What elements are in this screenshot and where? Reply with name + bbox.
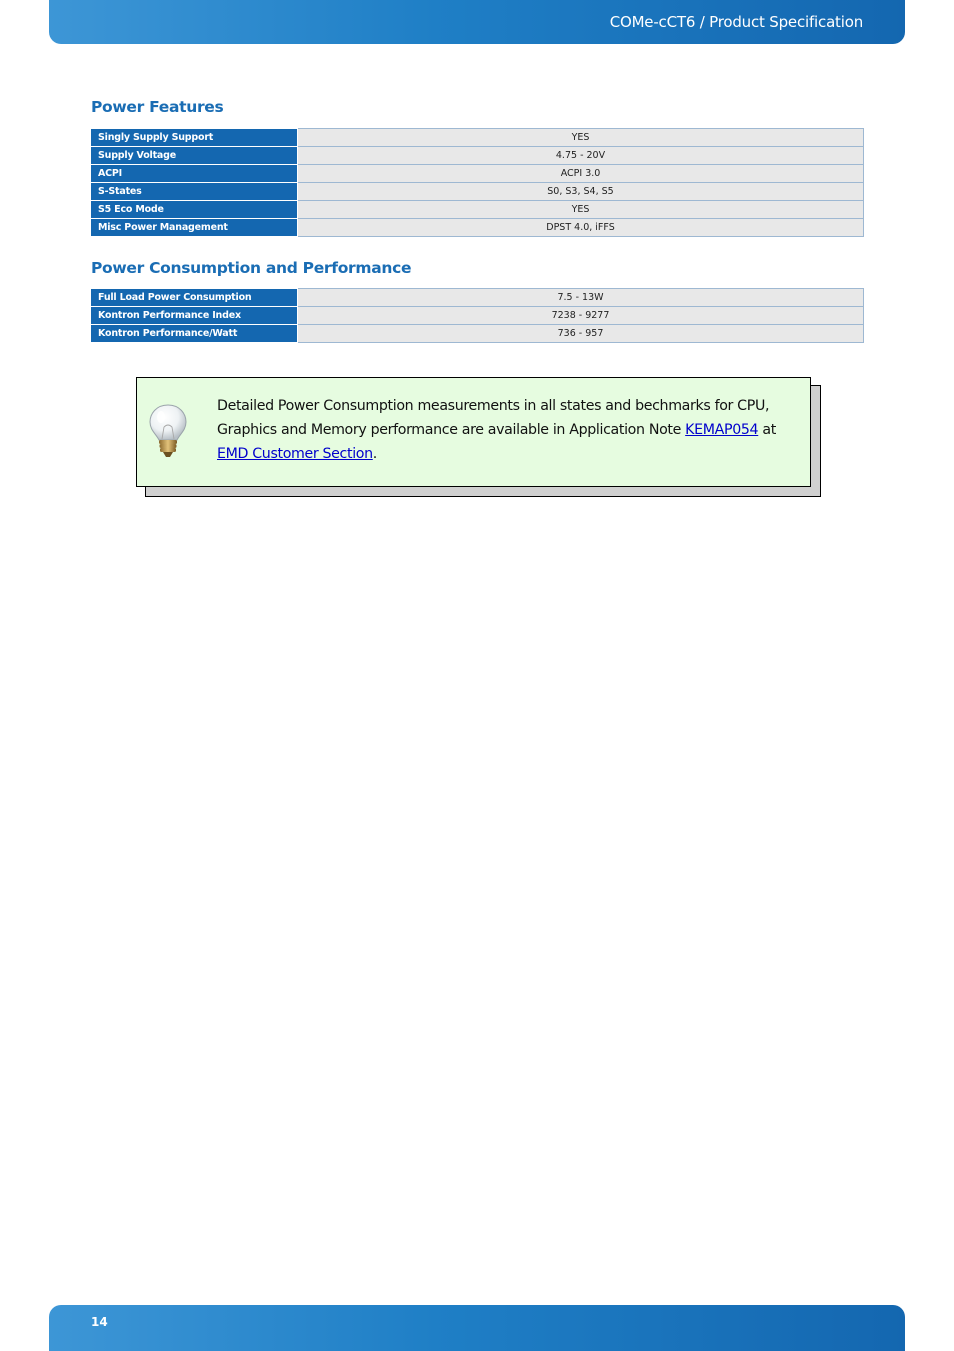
table-row	[92, 307, 864, 325]
emd-customer-section-link[interactable]: EMD Customer Section	[217, 446, 373, 462]
row-label: Singly Supply Support	[92, 129, 298, 147]
note-text-before: Detailed Power Consumption measurements in all states and bechmarks for CPU, Graphics and Memory performance are available in Application Note	[217, 398, 770, 438]
table-row	[92, 201, 864, 219]
note-box	[136, 377, 811, 487]
row-value: 736 - 957	[298, 325, 864, 343]
power-features-heading: Power Features	[91, 98, 224, 116]
row-value: 4.75 - 20V	[298, 147, 864, 165]
row-label: Misc Power Management	[92, 219, 298, 237]
row-value: YES	[298, 129, 864, 147]
note-text-after: .	[372, 446, 377, 462]
page-number: 14	[91, 1315, 108, 1329]
row-label: S-States	[92, 183, 298, 201]
document-title: COMe-cCT6 / Product Specification	[609, 13, 863, 31]
table-row	[92, 183, 864, 201]
kemap054-link[interactable]: KEMAP054	[685, 422, 759, 438]
page-footer	[49, 1305, 905, 1351]
note-text-middle: at	[758, 422, 776, 438]
table-row	[92, 165, 864, 183]
row-value: S0, S3, S4, S5	[298, 183, 864, 201]
row-label: Supply Voltage	[92, 147, 298, 165]
row-value: DPST 4.0, iFFS	[298, 219, 864, 237]
power-consumption-table	[91, 288, 864, 343]
table-row	[92, 219, 864, 237]
row-value: ACPI 3.0	[298, 165, 864, 183]
page-header	[49, 0, 905, 44]
lightbulb-icon	[147, 403, 189, 461]
row-label: ACPI	[92, 165, 298, 183]
row-label: Kontron Performance Index	[92, 307, 298, 325]
table-row	[92, 147, 864, 165]
table-row	[92, 289, 864, 307]
row-label: Full Load Power Consumption	[92, 289, 298, 307]
row-value: YES	[298, 201, 864, 219]
table-row	[92, 129, 864, 147]
row-value: 7238 - 9277	[298, 307, 864, 325]
power-features-table	[91, 128, 864, 237]
row-label: S5 Eco Mode	[92, 201, 298, 219]
note-text	[217, 394, 797, 466]
row-label: Kontron Performance/Watt	[92, 325, 298, 343]
power-consumption-heading: Power Consumption and Performance	[91, 259, 412, 277]
table-row	[92, 325, 864, 343]
row-value: 7.5 - 13W	[298, 289, 864, 307]
